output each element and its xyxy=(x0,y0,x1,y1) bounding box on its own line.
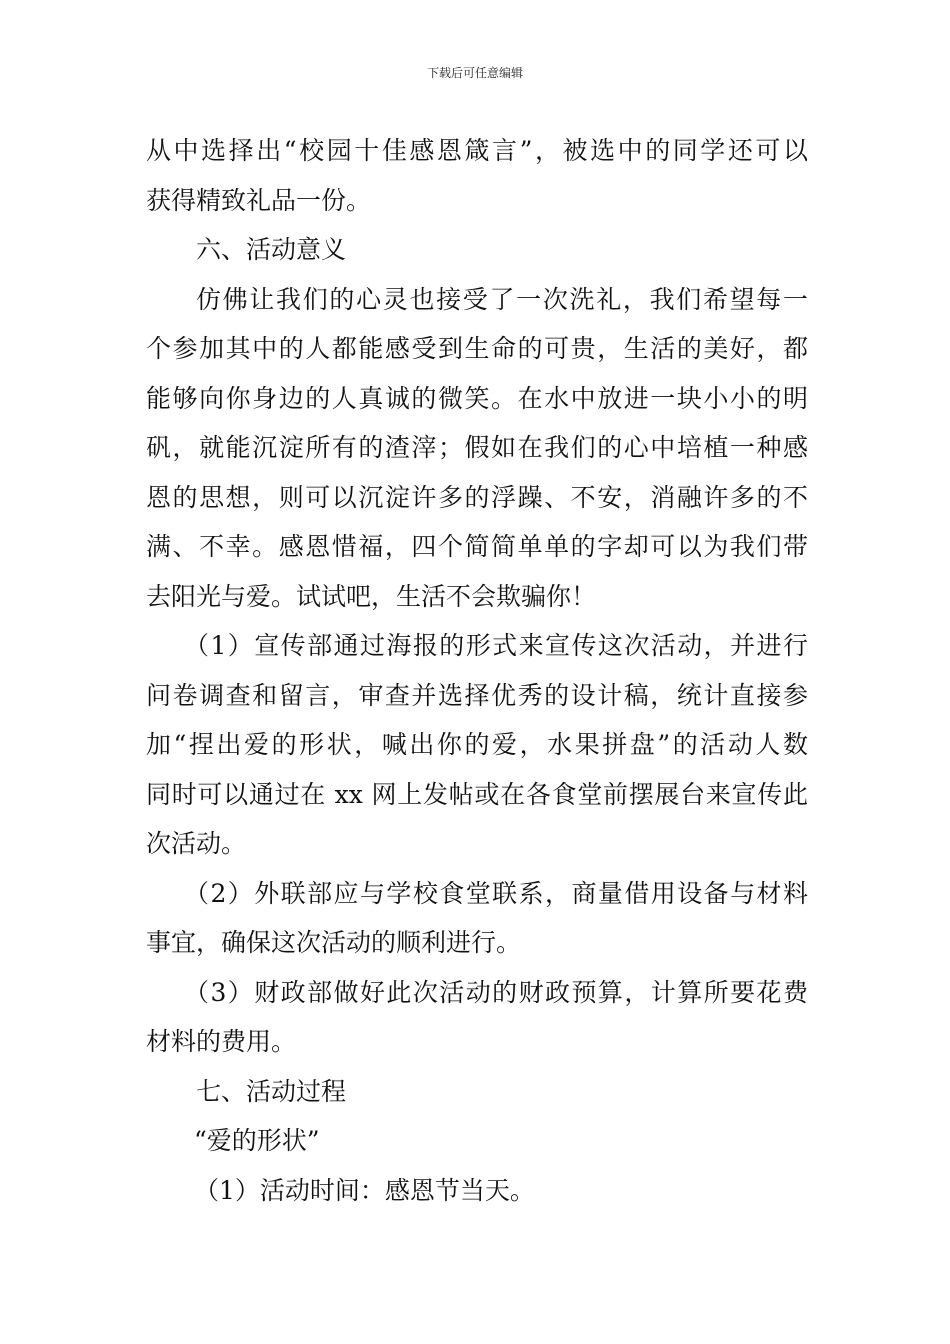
text-line: 能够向你身边的人真诚的微笑。在水中放进一块小小的明 xyxy=(146,383,808,413)
subsection-title: “爱的形状” xyxy=(194,1126,320,1155)
document-body xyxy=(146,126,808,1215)
text-line: 恩的思想，则可以沉淀许多的浮躁、不安，消融许多的不 xyxy=(146,482,808,512)
text-line: 同时可以通过在 xx 网上发帖或在各食堂前摆展台来宣传此 xyxy=(146,779,808,809)
text-line: 问卷调查和留言，审查并选择优秀的设计稿，统计直接参 xyxy=(146,680,808,710)
text-line: （3）财政部做好此次活动的财政预算，计算所要花费 xyxy=(184,977,808,1007)
text-line: 矾，就能沉淀所有的渣滓；假如在我们的心中培植一种感 xyxy=(146,433,808,462)
text-line: 去阳光与爱。试试吧，生活不会欺骗你！ xyxy=(146,581,597,611)
text-line: 个参加其中的人都能感受到生命的可贵，生活的美好，都 xyxy=(146,334,808,363)
text-line: 次活动。 xyxy=(146,829,247,858)
text-line: 加“捏出爱的形状，喊出你的爱，水果拼盘”的活动人数 xyxy=(146,730,808,759)
text-line: 材料的费用。 xyxy=(146,1027,297,1056)
text-line: 满、不幸。感恩惜福，四个简简单单的字却可以为我们带 xyxy=(146,532,808,561)
text-line: 从中选择出“校园十佳感恩箴言”，被选中的同学还可以 xyxy=(146,136,808,165)
text-line: （1）宣传部通过海报的形式来宣传这次活动，并进行 xyxy=(184,631,808,660)
section-heading: 六、活动意义 xyxy=(196,235,347,264)
text-line: （2）外联部应与学校食堂联系，商量借用设备与材料 xyxy=(184,878,808,908)
text-line: 获得精致礼品一份。 xyxy=(146,185,372,215)
page-header-note: 下载后可任意编辑 xyxy=(426,66,523,80)
section-heading: 七、活动过程 xyxy=(196,1076,347,1106)
text-line: （1）活动时间：感恩节当天。 xyxy=(194,1175,535,1205)
text-line: 事宜，确保这次活动的顺利进行。 xyxy=(146,928,522,957)
text-line: 仿佛让我们的心灵也接受了一次洗礼，我们希望每一 xyxy=(196,284,808,314)
